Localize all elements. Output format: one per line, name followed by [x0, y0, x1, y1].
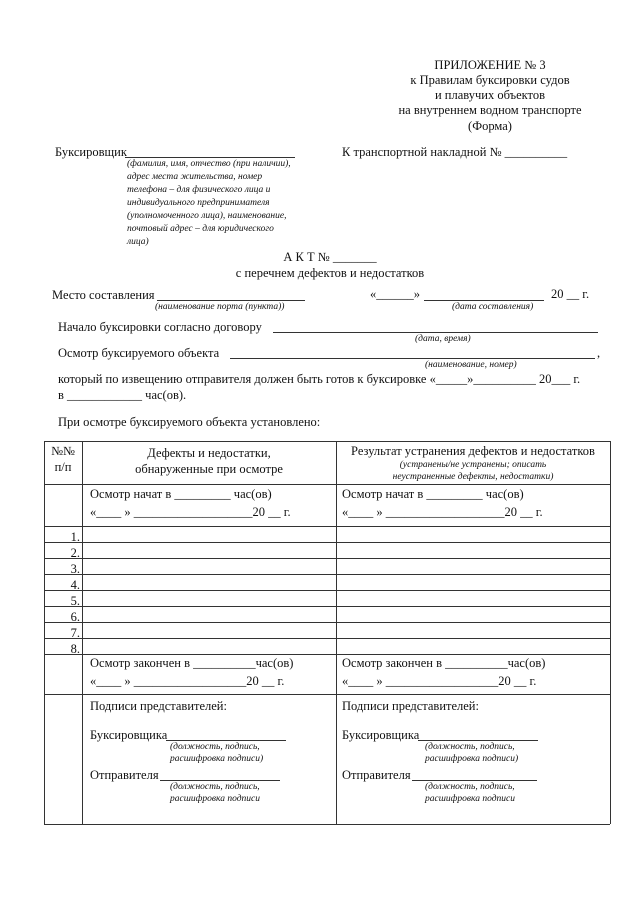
sign-sender-left-note-2: расшифровка подписи [170, 794, 260, 804]
col1-header-1: №№ [51, 444, 75, 458]
tug-note-6: почтовый адрес – для юридического [127, 224, 274, 234]
place-note: (наименование порта (пункта)) [155, 302, 285, 312]
appendix-line2: к Правилам буксировки судов [410, 73, 570, 87]
sign-sender-left-line [160, 780, 280, 781]
form-label: (Форма) [468, 119, 512, 133]
sign-tug-right: Буксировщика [342, 728, 420, 742]
start-right-date: «____ » ___________________20 __ г. [342, 505, 543, 519]
start-note: (дата, время) [415, 334, 471, 344]
sign-sender-left-note-1: (должность, подпись, [170, 782, 260, 792]
appendix-line3: и плавучих объектов [434, 88, 546, 102]
rule-6 [44, 622, 610, 623]
row-number: 6. [70, 610, 80, 624]
row-number: 2. [70, 546, 80, 560]
row-number: 7. [70, 626, 80, 640]
place-date: «______» [370, 287, 420, 301]
sign-tug-left-note-1: (должность, подпись, [170, 742, 260, 752]
rule-header [44, 484, 610, 485]
inspection-line [230, 358, 595, 359]
col3-note-1: (устранены/не устранены; описать [399, 460, 547, 470]
sign-tug-left: Буксировщика [90, 728, 168, 742]
sign-sender-left: Отправителя [90, 768, 159, 782]
table-top-border [44, 441, 610, 442]
row-number: 4. [70, 578, 80, 592]
col3-note-2: неустраненные дефекты, недостатки) [392, 472, 554, 482]
row-number: 5. [70, 594, 80, 608]
sign-sender-right-note-1: (должность, подпись, [425, 782, 515, 792]
start-left: Осмотр начат в _________ час(ов) [90, 487, 272, 501]
sign-tug-left-note-2: расшифровка подписи) [170, 754, 264, 764]
end-right: Осмотр закончен в __________час(ов) [342, 656, 546, 670]
end-left-date: «____ » __________________20 __ г. [90, 674, 285, 688]
end-left: Осмотр закончен в __________час(ов) [90, 656, 294, 670]
rule-end [44, 694, 610, 695]
inspection-comma: , [597, 346, 601, 360]
sign-sender-right-note-2: расшифровка подписи [425, 794, 515, 804]
rule-7 [44, 638, 610, 639]
waybill-label: К транспортной накладной № __________ [342, 145, 568, 159]
row-number: 1. [70, 530, 80, 544]
act-subtitle: с перечнем дефектов и недостатков [235, 266, 425, 280]
place-line [157, 300, 305, 301]
appendix-title: ПРИЛОЖЕНИЕ № 3 [434, 58, 546, 72]
rule-4 [44, 590, 610, 591]
rule-3 [44, 574, 610, 575]
table-right-border [610, 441, 611, 824]
inspection-note: (наименование, номер) [425, 360, 517, 370]
start-label: Начало буксировки согласно договору [58, 320, 262, 334]
table-col-divider-2 [336, 441, 337, 824]
tug-note-4: индивидуального предпринимателя [127, 198, 270, 208]
rule-start [44, 526, 610, 527]
row-number: 3. [70, 562, 80, 576]
rule-5 [44, 606, 610, 607]
place-year: 20 __ г. [551, 287, 590, 301]
sign-tug-right-note-1: (должность, подпись, [425, 742, 515, 752]
inspection-label: Осмотр буксируемого объекта [58, 346, 220, 360]
start-line [273, 332, 598, 333]
tug-note-7: лица) [127, 237, 149, 247]
tug-note-5: (уполномоченного лица), наименование, [127, 211, 287, 221]
start-left-date: «____ » ___________________20 __ г. [90, 505, 291, 519]
col1-header-2: п/п [54, 460, 72, 474]
act-title: А К Т № _______ [283, 250, 377, 264]
sign-tug-left-line [166, 740, 286, 741]
rule-1 [44, 542, 610, 543]
end-right-date: «____ » __________________20 __ г. [342, 674, 537, 688]
established-text: При осмотре буксируемого объекта установлено: [58, 415, 321, 429]
table-bottom-border [44, 824, 610, 825]
sign-title-left: Подписи представителей: [90, 699, 227, 713]
table-col-divider-1 [82, 441, 83, 824]
tug-note-1: (фамилия, имя, отчество (при наличии), [127, 159, 291, 169]
col2-header-1: Дефекты и недостатки, [147, 446, 271, 460]
ready-text-2: в ____________ час(ов). [58, 388, 187, 402]
sign-sender-right: Отправителя [342, 768, 411, 782]
sign-sender-right-line [412, 780, 537, 781]
appendix-line4: на внутреннем водном транспорте [398, 103, 582, 117]
place-date-line [424, 300, 544, 301]
row-number: 8. [70, 642, 80, 656]
place-date-note: (дата составления) [452, 302, 534, 312]
col2-header-2: обнаруженные при осмотре [135, 462, 283, 476]
place-label: Место составления [52, 288, 155, 302]
sign-tug-right-line [418, 740, 538, 741]
sign-title-right: Подписи представителей: [342, 699, 479, 713]
ready-text: который по извещению отправителя должен быть готов к буксировке «_____»__________ 20___ г. [58, 372, 581, 386]
tug-note-2: адрес места жительства, номер [127, 172, 263, 182]
rule-8 [44, 654, 610, 655]
tug-note-3: телефона – для физического лица и [127, 185, 271, 195]
tug-line [125, 157, 295, 158]
sign-tug-right-note-2: расшифровка подписи) [425, 754, 519, 764]
rule-2 [44, 558, 610, 559]
start-right: Осмотр начат в _________ час(ов) [342, 487, 524, 501]
col3-header-1: Результат устранения дефектов и недостатков [351, 444, 595, 458]
tug-label: Буксировщик [55, 145, 127, 159]
